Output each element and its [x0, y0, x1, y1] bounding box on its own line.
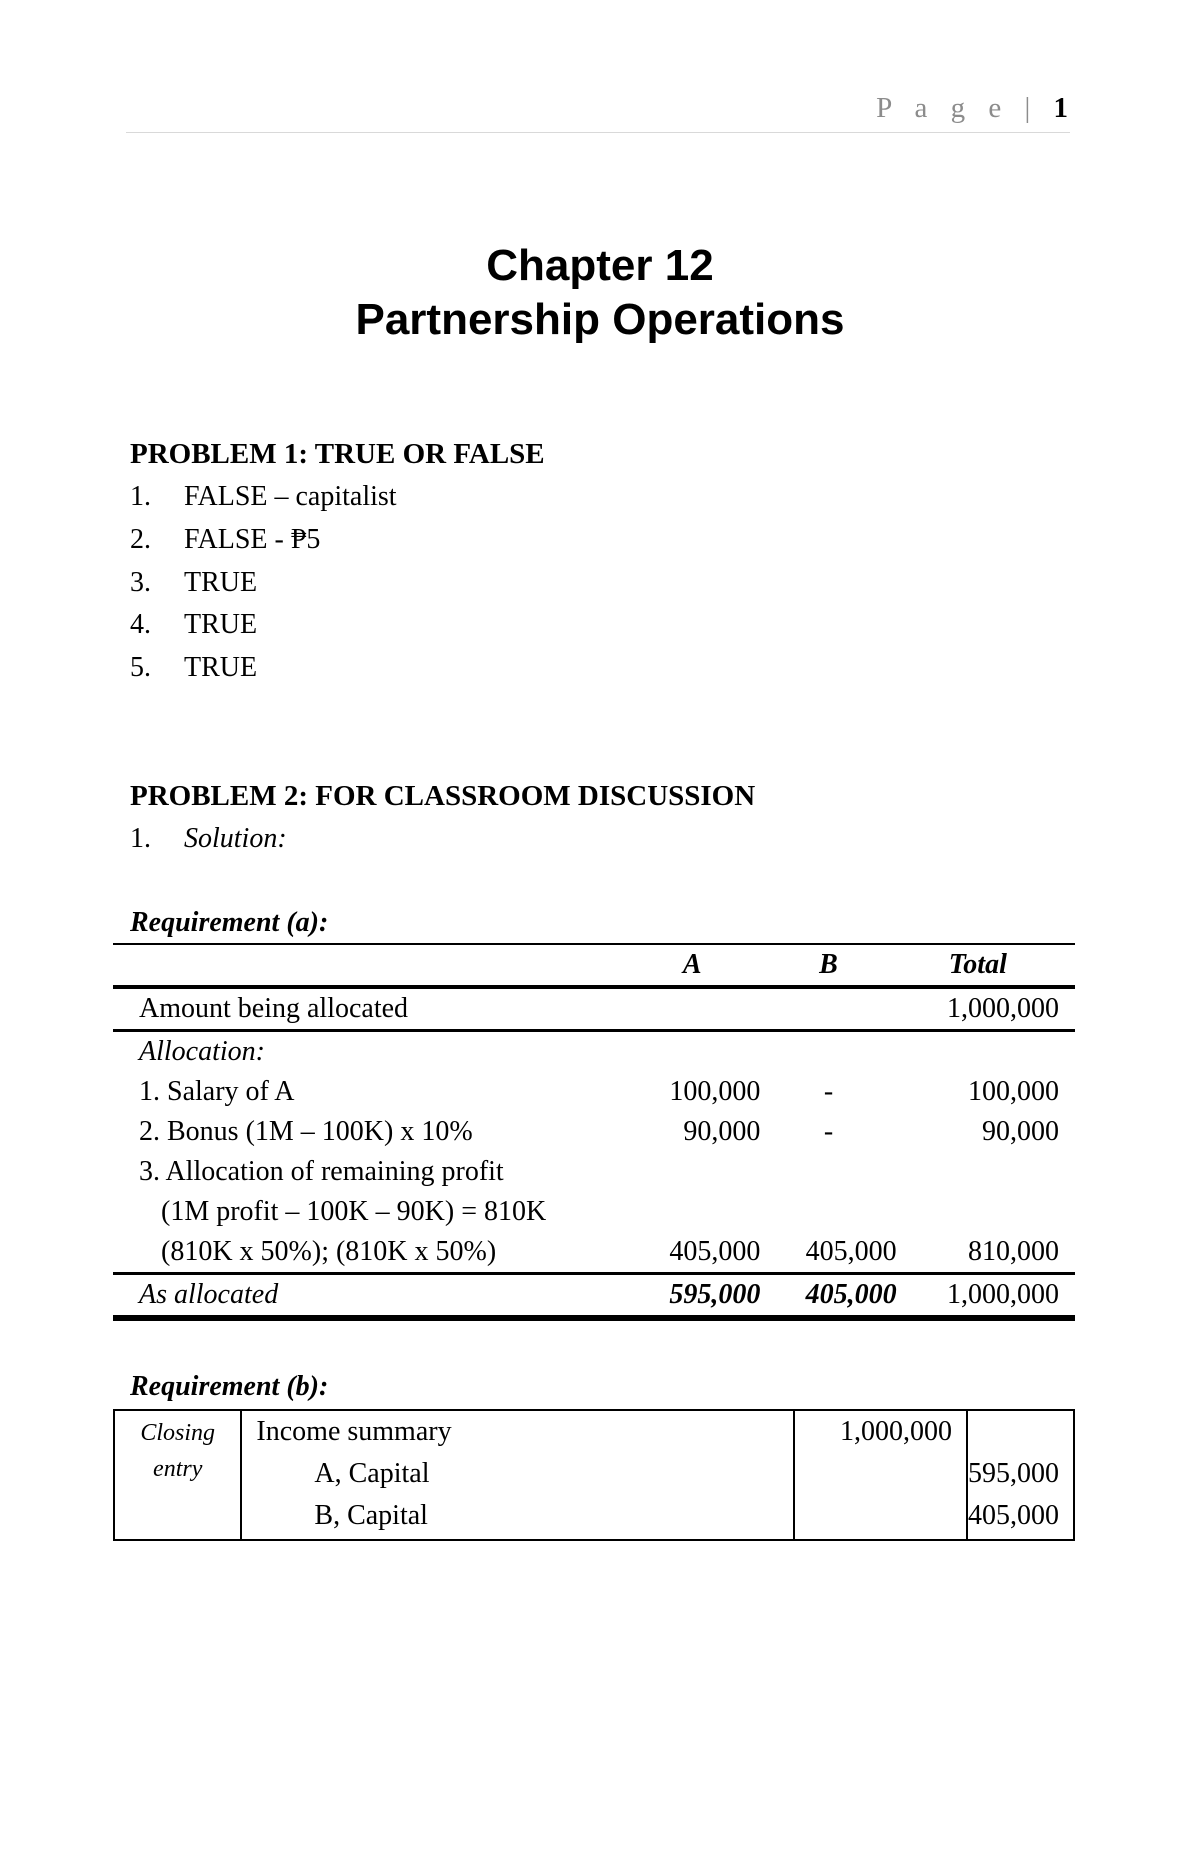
list-item: [130, 609, 257, 641]
allocation-label: [113, 1031, 624, 1073]
cell-b: -: [823, 1116, 834, 1147]
item-number: 1.: [130, 823, 151, 854]
accounts-column: [241, 1410, 793, 1540]
cell-total: 810,000: [897, 1232, 1075, 1274]
item-number: 1.: [130, 481, 151, 512]
credit-amount: 595,000: [968, 1458, 1059, 1489]
item-number: 5.: [130, 652, 151, 683]
debit-amount: [795, 1453, 953, 1495]
cell-b: -: [823, 1076, 834, 1107]
row-label: 3. Allocation of remaining profit: [139, 1156, 504, 1187]
cell-b: 405,000: [760, 1232, 896, 1274]
cell-total: 90,000: [982, 1116, 1059, 1147]
item-text: FALSE - ₱5: [184, 524, 321, 555]
cell-a: 90,000: [683, 1116, 761, 1147]
cell-total: 1,000,000: [897, 987, 1075, 1031]
requirement-b-label: Requirement (b):: [130, 1371, 329, 1402]
item-number: 3.: [130, 567, 151, 598]
table-row: [113, 1072, 1075, 1112]
item-text: FALSE – capitalist: [184, 481, 397, 512]
entry-label-line: entry: [153, 1456, 203, 1482]
list-item: [130, 652, 257, 684]
cell-b: [760, 987, 896, 1031]
row-label-continued: [113, 1192, 624, 1232]
cell-a: [624, 987, 760, 1031]
total-a-value: 595,000: [669, 1279, 761, 1310]
header-blank: [113, 944, 624, 987]
total-b-value: 405,000: [805, 1279, 897, 1310]
list-item: [130, 567, 257, 599]
total-label: [113, 1274, 624, 1319]
item-text: TRUE: [184, 652, 258, 683]
allocation-label-text: Allocation:: [139, 1036, 265, 1067]
problem2-heading: PROBLEM 2: FOR CLASSROOM DISCUSSION: [130, 780, 756, 812]
list-item: [130, 823, 287, 855]
item-number: 4.: [130, 609, 151, 640]
list-item: [130, 524, 320, 556]
cell-total: 100,000: [968, 1076, 1059, 1107]
requirement-a-label: Requirement (a):: [130, 907, 329, 938]
account-name: Income summary: [256, 1416, 452, 1447]
total-a: [624, 1274, 760, 1319]
row-label: 2. Bonus (1M – 100K) x 10%: [139, 1116, 473, 1147]
total-row: [113, 1274, 1075, 1319]
credit-column: [967, 1410, 1074, 1540]
table-row: [113, 1192, 1075, 1232]
list-item: [130, 481, 397, 513]
debit-amount: [795, 1495, 953, 1537]
column-header-a: A: [624, 944, 760, 987]
allocation-table: [113, 943, 1075, 1321]
table-row: [113, 1152, 1075, 1192]
problem1-heading: PROBLEM 1: TRUE OR FALSE: [130, 438, 545, 470]
table-header-row: [113, 944, 1075, 987]
chapter-subtitle: Partnership Operations: [355, 295, 845, 344]
row-label-continued: [113, 1232, 624, 1274]
total-b: [760, 1274, 896, 1319]
page-separator: |: [1024, 92, 1039, 124]
journal-entry: [114, 1410, 1074, 1540]
item-text: TRUE: [184, 609, 258, 640]
account-name: B, Capital: [314, 1500, 428, 1531]
account-name: A, Capital: [314, 1458, 430, 1489]
item-text: TRUE: [184, 567, 258, 598]
cell-a: 405,000: [624, 1232, 760, 1274]
column-header-total: Total: [897, 944, 1075, 987]
credit-amount: [968, 1411, 1059, 1453]
column-header-b: B: [760, 944, 896, 987]
total-label-text: As allocated: [139, 1279, 279, 1310]
page-number: [876, 92, 1068, 125]
journal-entry-table: [113, 1409, 1075, 1541]
item-number: 2.: [130, 524, 151, 555]
page-label: P a g e: [876, 92, 1010, 124]
debit-column: [794, 1410, 968, 1540]
table-row: [113, 1031, 1075, 1073]
table-row: [113, 987, 1075, 1031]
table-row: [113, 1232, 1075, 1274]
debit-amount: 1,000,000: [840, 1416, 952, 1447]
item-text: Solution:: [184, 823, 287, 854]
row-label: 1. Salary of A: [139, 1076, 295, 1107]
total-total: 1,000,000: [897, 1274, 1075, 1319]
credit-amount: 405,000: [968, 1500, 1059, 1531]
page-header: [126, 88, 1070, 133]
chapter-title: Chapter 12: [486, 241, 714, 290]
cell-a: 100,000: [669, 1076, 761, 1107]
row-label: Amount being allocated: [113, 987, 624, 1031]
entry-type: [114, 1410, 241, 1540]
entry-label-line: Closing: [140, 1420, 216, 1446]
page-number-value: 1: [1053, 92, 1068, 124]
table-row: [113, 1112, 1075, 1152]
row-label-line: (810K x 50%); (810K x 50%): [161, 1236, 497, 1267]
row-label-line: (1M profit – 100K – 90K) = 810K: [161, 1196, 547, 1227]
